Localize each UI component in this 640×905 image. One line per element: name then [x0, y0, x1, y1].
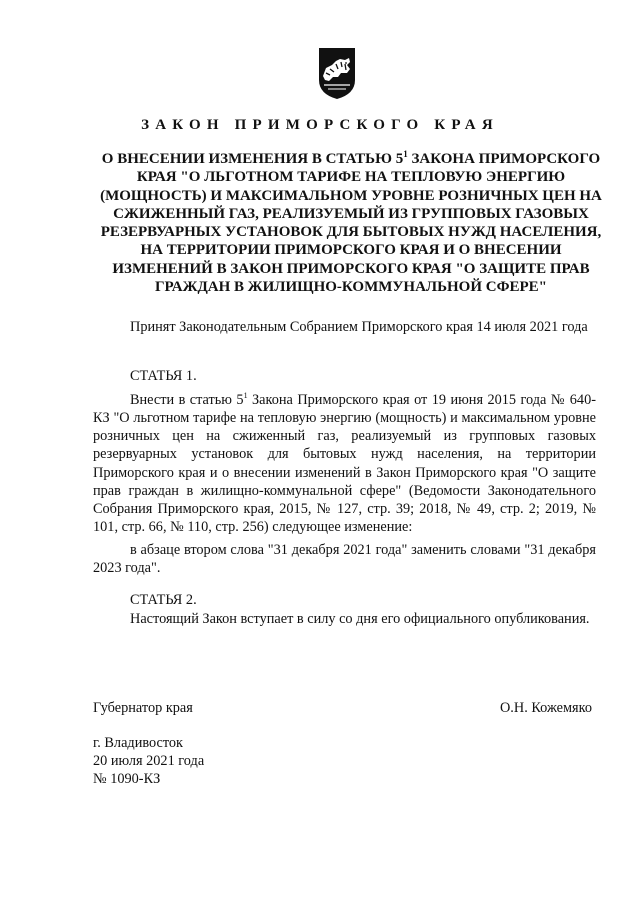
signatory-name: О.Н. Кожемяко	[499, 700, 592, 716]
article-1-superscript: 1	[243, 391, 248, 400]
meta-city: г. Владивосток	[93, 735, 183, 751]
document-meta	[93, 734, 204, 789]
article-1-text	[93, 387, 596, 536]
coat-of-arms-tiger-icon	[316, 46, 358, 100]
meta-date: 20 июля 2021 года	[93, 753, 205, 770]
article-1-text-part2: Закона Приморского края от 19 июня 2015 года № 640-КЗ "О льготном тарифе на тепловую энергию (мощность) и максимальном уровне розничных цен на сжиженный газ, реализуемый из групповых газовых резервуарных установок для бытовых нужд населения, на территории Приморского края и о внесении изменений в Закон Приморского края "О защите прав граждан в жилищно-коммунальной сфере" (Ведомости Законодательного Собрания Приморского края, 2015, № 127, стр. 39; 2018, № 49, стр. 2; 2019, № 101, стр. 66, № 110, стр. 256) следующее изменение:	[93, 391, 596, 536]
adoption-statement: Принят Законодательным Собранием Приморского края 14 июля 2021 года	[130, 319, 588, 335]
article-1-amendment: в абзаце втором слова "31 декабря 2021 года" заменить словами "31 декабря 2023 года".	[93, 542, 596, 577]
signatory-position: Губернатор края	[93, 700, 193, 716]
article-2-heading: СТАТЬЯ 2.	[130, 592, 197, 608]
law-name	[95, 145, 607, 296]
article-2-text: Настоящий Закон вступает в силу со дня его официального опубликования.	[130, 611, 590, 627]
law-title: ЗАКОН ПРИМОРСКОГО КРАЯ	[141, 117, 499, 133]
law-name-superscript: 1	[403, 149, 408, 159]
meta-number: № 1090-КЗ	[93, 771, 161, 788]
law-name-part2: ЗАКОНА ПРИМОРСКОГО КРАЯ "О ЛЬГОТНОМ ТАРИФЕ НА ТЕПЛОВУЮ ЭНЕРГИЮ (МОЩНОСТЬ) И МАКСИМАЛЬНОМ УРОВНЕ РОЗНИЧНЫХ ЦЕН НА СЖИЖЕННЫЙ ГАЗ, РЕАЛИЗУЕМЫЙ ИЗ ГРУППОВЫХ ГАЗОВЫХ РЕЗЕРВУАРНЫХ УСТАНОВОК ДЛЯ БЫТОВЫХ НУЖД НАСЕЛЕНИЯ, НА ТЕРРИТОРИИ ПРИМОРСКОГО КРАЯ И О ВНЕСЕНИИ ИЗМЕНЕНИЙ В ЗАКОН ПРИМОРСКОГО КРАЯ "О ЗАЩИТЕ ПРАВ ГРАЖДАН В ЖИЛИЩНО-КОММУНАЛЬНОЙ СФЕРЕ"	[100, 151, 602, 296]
article-1-text-part1: Внести в статью 5	[130, 391, 244, 408]
article-1-heading: СТАТЬЯ 1.	[130, 368, 197, 384]
law-name-part1: О ВНЕСЕНИИ ИЗМЕНЕНИЯ В СТАТЬЮ 5	[101, 151, 404, 167]
